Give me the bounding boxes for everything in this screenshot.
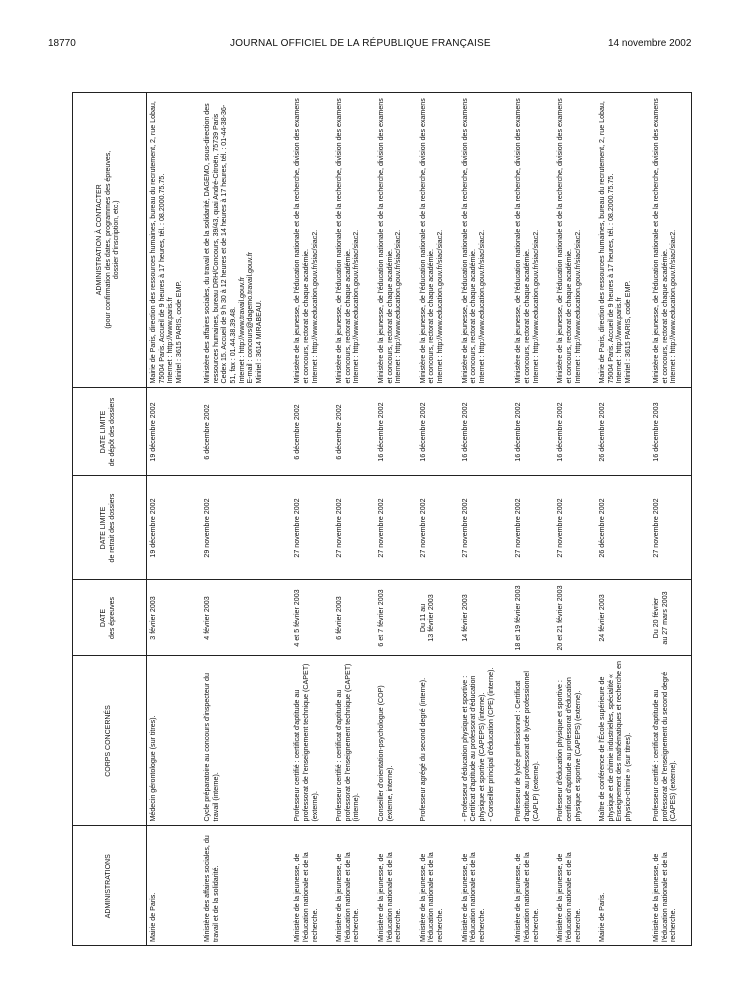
cell-contact: Ministère de la jeunesse, de l'éducation nationale et de la recherche, division des examens et concours, rectorat de chaque académie. Internet : http://www.education.gouv.fr/siac/siac2. — [556, 98, 582, 384]
cell-contact: Ministère des affaires sociales, du travail et de la solidarité, DAGEMO, sous-direction des ressources humaines, bureau DRH/Concours, 39/43, quai André-Citroën, 75739 Paris Cedex 15. Accueil de 9 h 30 à 12 heures et de 14 heures à 17 heures, tél. : 01-44-38-36-51, fax : 01.44.38.39.48. Internet : http://www.travail.gouv.fr E-mail : concours@dagemo.travail.gouv.fr Minitel : 3614 MIRABEAU. — [203, 103, 263, 384]
cell-date-depot: 16 décembre 2002 — [554, 388, 596, 476]
cell-contact: Ministère de la jeunesse, de l'éducation nationale et de la recherche, division des examens et concours, rectorat de chaque académie. Internet : http://www.education.gouv.fr/siac/siac2. — [460, 98, 486, 384]
cell-date-epreuves: 4 février 2003 — [201, 580, 291, 656]
cell-contact: Ministère de la jeunesse, de l'éducation nationale et de la recherche, division des examens et concours, rectorat de chaque académie. Internet : http://www.education.gouv.fr/siac/siac2. — [335, 98, 361, 384]
cell-corps: Professeur certifié : certificat d'aptitude au professorat de l'enseignement technique (CAPET) (interne). — [333, 656, 375, 826]
cell-date-retrait: 27 novembre 2002 — [512, 476, 554, 580]
cell-contact: Ministère de la jeunesse, de l'éducation nationale et de la recherche, division des examens et concours, rectorat de chaque académie. Internet : http://www.education.gouv.fr/siac/siac2. — [293, 98, 319, 384]
issue-date: 14 novembre 2002 — [608, 38, 692, 49]
cell-corps: - Professeur d'éducation physique et sportive : Certificat d'aptitude au professorat d'éducation physique et sportive (CAPEPS) (interne). - Conseiller principal d'éducation (CPE) (interne). — [459, 656, 513, 826]
cell-date-depot: 26 décembre 2002 — [596, 388, 650, 476]
cell-administration: Ministère de la jeunesse, de l'éducation nationale et de la recherche. — [417, 826, 459, 946]
cell-administration: Ministère de la jeunesse, de l'éducation nationale et de la recherche. — [512, 826, 554, 946]
table-row — [512, 92, 554, 946]
cell-date-epreuves: 20 et 21 février 2003 — [554, 580, 596, 656]
cell-corps: Médecin gérontologue (sur titres). — [147, 656, 202, 826]
cell-contact: Mairie de Paris, direction des ressources humaines, bureau du recrutement, 2, rue Lobau, 75004 Paris. Accueil de 9 heures à 17 heures, tél. : 08.2000.75.75. Internet : http://www.paris.fr Minitel : 3615 PARIS, code EMP. — [149, 101, 183, 384]
cell-corps: Professeur certifié : certificat d'aptitude au professorat de l'enseignement technique (CAPET) (externe). — [291, 656, 333, 826]
cell-administration: Mairie de Paris. — [147, 826, 202, 946]
cell-contact: Ministère de la jeunesse, de l'éducation nationale et de la recherche, division des examens et concours, rectorat de chaque académie. Internet : http://www.education.gouv.fr/siac/siac2. — [418, 98, 445, 384]
cell-date-depot: 16 décembre 2002 — [459, 388, 513, 476]
cell-date-retrait: 27 novembre 2002 — [291, 476, 333, 580]
cell-date-epreuves: Du 20 février au 27 mars 2003 — [650, 580, 692, 656]
cell-date-depot: 6 décembre 2002 — [333, 388, 375, 476]
cell-date-epreuves: 6 et 7 février 2003 — [375, 580, 417, 656]
cell-date-retrait: 27 novembre 2002 — [375, 476, 417, 580]
cell-administration: Ministère de la jeunesse, de l'éducation nationale et de la recherche. — [459, 826, 513, 946]
cell-date-epreuves: 14 février 2003 — [459, 580, 513, 656]
rotated-table-container — [72, 92, 692, 946]
table-row — [201, 92, 291, 946]
table-body — [147, 92, 693, 946]
table-row — [417, 92, 459, 946]
cell-date-depot: 16 décembre 2002 — [375, 388, 417, 476]
column-header-contact: ADMINISTRATION À CONTACTER (pour confirmation des dates, programmes des épreuves, dossier d'inscription, etc.) — [72, 92, 147, 388]
cell-date-depot: 6 décembre 2002 — [201, 388, 291, 476]
cell-corps: Professeur agrégé du second degré (interne). — [417, 656, 459, 826]
cell-administration: Ministère de la jeunesse, de l'éducation nationale et de la recherche. — [554, 826, 596, 946]
table-row — [596, 92, 650, 946]
cell-contact: Mairie de Paris, direction des ressources humaines, bureau du recrutement, 2, rue Lobau, 75004 Paris. Accueil de 9 heures à 17 heures, tél. : 08.2000.75.75. Internet : http://www.paris.fr Minitel : 3615 PARIS, code EMP. — [598, 101, 633, 384]
competitions-table — [72, 92, 692, 946]
cell-corps: Professeur d'éducation physique et sportive : certificat d'aptitude au professorat d'éducation physique et sportive (CAPEPS) (externe). — [554, 656, 596, 826]
cell-administration: Ministère des affaires sociales, du travail et de la solidarité. — [201, 826, 291, 946]
cell-date-retrait: 29 novembre 2002 — [201, 476, 291, 580]
cell-contact: Ministère de la jeunesse, de l'éducation nationale et de la recherche, division des examens et concours, rectorat de chaque académie. Internet : http://www.education.gouv.fr/siac/siac2. — [376, 98, 403, 384]
cell-date-epreuves: 18 et 19 février 2003 — [512, 580, 554, 656]
page-header — [0, 38, 748, 52]
table-row — [554, 92, 596, 946]
table-row — [147, 92, 202, 946]
cell-administration: Ministère de la jeunesse, de l'éducation nationale et de la recherche. — [291, 826, 333, 946]
cell-date-retrait: 26 décembre 2002 — [596, 476, 650, 580]
cell-contact: Ministère de la jeunesse, de l'éducation nationale et de la recherche, division des examens et concours, rectorat de chaque académie. Internet : http://www.education.gouv.fr/siac/siac2. — [652, 98, 678, 384]
cell-date-depot: 16 décembre 2002 — [417, 388, 459, 476]
column-header-date-depot: DATE LIMITE de dépôt des dossiers — [72, 388, 147, 476]
cell-date-retrait: 27 novembre 2002 — [333, 476, 375, 580]
table-header-row — [72, 92, 147, 946]
cell-administration: Ministère de la jeunesse, de l'éducation nationale et de la recherche. — [333, 826, 375, 946]
cell-contact: Ministère de la jeunesse, de l'éducation nationale et de la recherche, division des examens et concours, rectorat de chaque académie. Internet : http://www.education.gouv.fr/siac/siac2. — [514, 98, 540, 384]
cell-date-epreuves: 24 février 2003 — [596, 580, 650, 656]
column-header-date-epreuves: DATE des épreuves — [72, 580, 147, 656]
cell-date-depot: 16 décembre 2002 — [512, 388, 554, 476]
column-header-corps: CORPS CONCERNÉS — [72, 656, 147, 826]
table-row — [333, 92, 375, 946]
cell-date-epreuves: Du 11 au 13 février 2003 — [417, 580, 459, 656]
cell-administration: Mairie de Paris. — [596, 826, 650, 946]
cell-date-retrait: 27 novembre 2002 — [459, 476, 513, 580]
cell-date-retrait: 27 novembre 2002 — [554, 476, 596, 580]
cell-corps: Professeur de lycée professionnel : Certificat d'aptitude au professorat de lycée professionnel (CAPLP) (externe). — [512, 656, 554, 826]
cell-administration: Ministère de la jeunesse, de l'éducation nationale et de la recherche. — [650, 826, 692, 946]
cell-date-epreuves: 3 février 2003 — [147, 580, 202, 656]
table-row — [375, 92, 417, 946]
cell-corps: Conseiller d'orientation-psychologue (COP) (externe, interne). — [375, 656, 417, 826]
page-number: 18770 — [48, 38, 76, 49]
cell-corps: Maître de conférence de l'École supérieure de physique et de chimie industrielles, spécialité « Enseignement des mathématiques et recherche en physico-chimie » (sur titres). — [596, 656, 650, 826]
table-row — [459, 92, 513, 946]
cell-date-epreuves: 6 février 2003 — [333, 580, 375, 656]
cell-date-epreuves: 4 et 5 février 2003 — [291, 580, 333, 656]
table-row — [291, 92, 333, 946]
cell-date-depot: 16 décembre 2003 — [650, 388, 692, 476]
cell-date-retrait: 27 novembre 2002 — [417, 476, 459, 580]
cell-date-retrait: 27 novembre 2002 — [650, 476, 692, 580]
column-header-administrations: ADMINISTRATIONS — [72, 826, 147, 946]
column-header-date-retrait: DATE LIMITE de retrait des dossiers — [72, 476, 147, 580]
cell-date-retrait: 19 décembre 2002 — [147, 476, 202, 580]
cell-administration: Ministère de la jeunesse, de l'éducation nationale et de la recherche. — [375, 826, 417, 946]
journal-title: JOURNAL OFFICIEL DE LA RÉPUBLIQUE FRANÇAISE — [230, 38, 491, 49]
cell-corps: Professeur certifié : certificat d'aptitude au professorat de l'enseignement du second degré (CAPES) (externe). — [650, 656, 692, 826]
cell-date-depot: 6 décembre 2002 — [291, 388, 333, 476]
cell-date-depot: 19 décembre 2002 — [147, 388, 202, 476]
cell-corps: Cycle préparatoire au concours d'inspecteur du travail (interne). — [201, 656, 291, 826]
table-row — [650, 92, 692, 946]
